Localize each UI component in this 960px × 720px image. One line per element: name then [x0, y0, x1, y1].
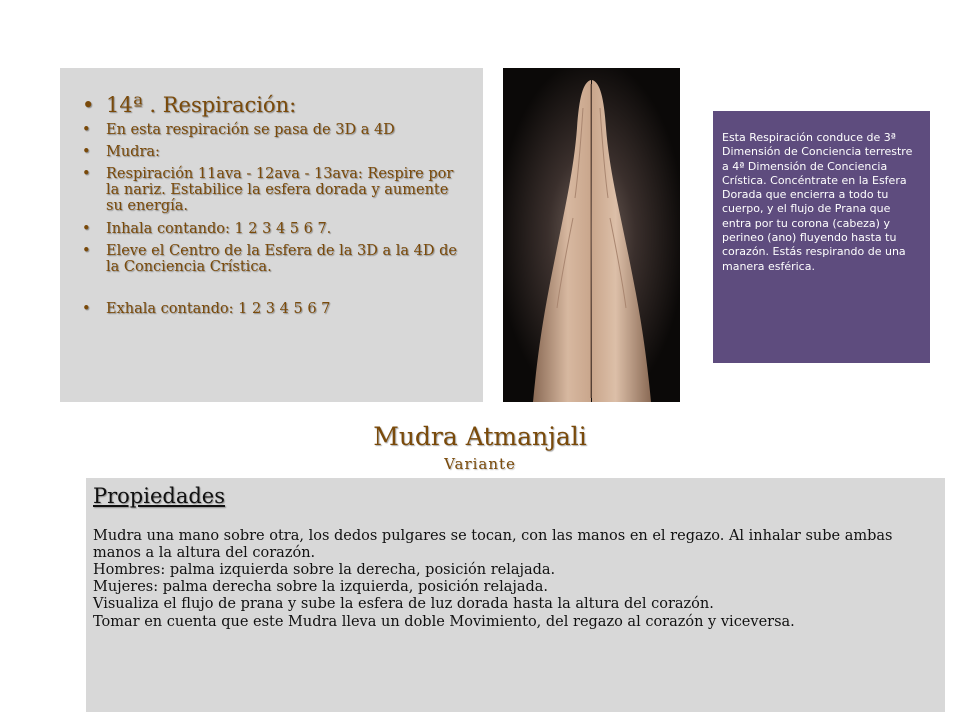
praying-hands-image: [503, 68, 680, 402]
properties-heading: Propiedades: [93, 484, 226, 508]
properties-line: Mujeres: palma derecha sobre la izquierda, posición relajada.: [93, 579, 549, 596]
mudra-subtitle: Variante: [444, 455, 516, 473]
properties-line: Mudra una mano sobre otra, los dedos pulgares se tocan, con las manos en el regazo. Al inhalar sube ambas manos a la altura del corazón.: [93, 528, 893, 562]
properties-line: Hombres: palma izquierda sobre la derecha, posición relajada.: [93, 562, 556, 579]
breathing-title: • 14ª . Respiración:: [82, 94, 462, 118]
mudra-title: Mudra Atmanjali: [373, 422, 587, 451]
list-item: • Exhala contando: 1 2 3 4 5 6 7: [82, 301, 462, 317]
list-item: • Inhala contando: 1 2 3 4 5 6 7.: [82, 221, 462, 237]
info-box: Esta Respiración conduce de 3ª Dimensión de Conciencia terrestre a 4ª Dimensión de Conciencia Crística. Concéntrate en la Esfera Dorada que encierra a todo tu cuerpo, y el flujo de Prana que entra por tu corona (cabeza) y perineo (ano) fluyendo hasta tu corazón. Estás respirando de una manera esférica.: [713, 111, 930, 363]
breathing-instructions-panel: [60, 68, 483, 402]
list-item: • Mudra:: [82, 144, 462, 160]
properties-body: [93, 528, 937, 631]
list-item: • Respiración 11ava - 12ava - 13ava: Respire por la nariz. Estabilice la esfera dorada y aumente su energía.: [82, 166, 462, 215]
list-item: • Eleve el Centro de la Esfera de la 3D a la 4D de la Conciencia Crística.: [82, 243, 462, 275]
properties-panel: [86, 478, 945, 712]
list-item: • En esta respiración se pasa de 3D a 4D: [82, 122, 462, 138]
breathing-list: [82, 94, 462, 324]
properties-line: Tomar en cuenta que este Mudra lleva un doble Movimiento, del regazo al corazón y viceversa.: [93, 613, 795, 630]
praying-hands-icon: [503, 68, 680, 402]
properties-line: Visualiza el flujo de prana y sube la esfera de luz dorada hasta la altura del corazón.: [93, 596, 714, 613]
